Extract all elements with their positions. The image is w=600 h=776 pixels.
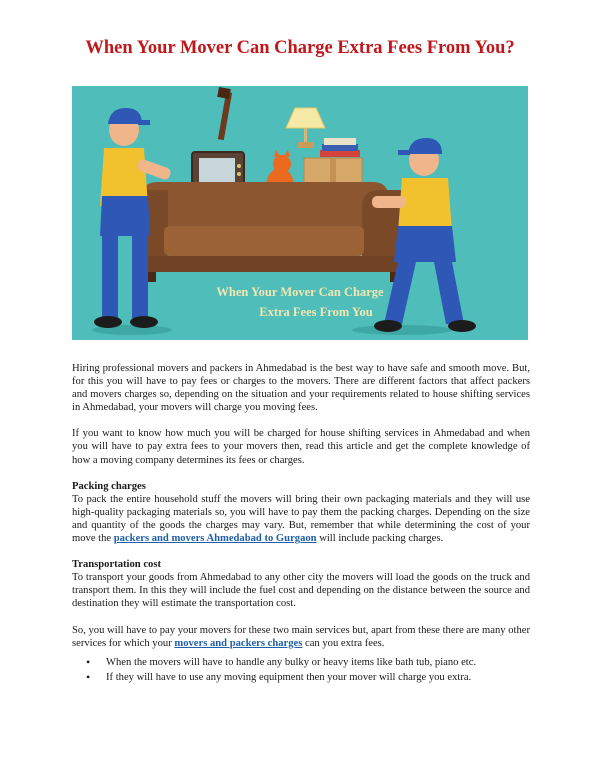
packing-text-before: To pack the entire household stuff the movers will bring their own packaging materials and they will use high-quality packaging materials so, you will have to pay them the packing charges. Depending on the size and quantity of the goods the charges may vary. But, remember that while determining the cost of your move the xyxy=(72,493,530,545)
hero-caption-line2: Extra Fees From You xyxy=(259,305,373,319)
packers-movers-gurgaon-link[interactable]: packers and movers Ahmedabad to Gurgaon xyxy=(113,533,317,545)
list-item: • If they will have to use any moving equipment then your mover will charge you extra. xyxy=(72,671,530,684)
extra-text-before: So, you will have to pay your movers for these two main services but, apart from these there are many other services for which your xyxy=(72,624,530,649)
article-body xyxy=(72,362,530,686)
sofa-icon xyxy=(134,182,412,282)
page-title: When Your Mover Can Charge Extra Fees From You? xyxy=(85,38,515,58)
packing-charges-heading: Packing charges xyxy=(72,480,146,492)
transportation-cost-heading: Transportation cost xyxy=(72,559,161,571)
extra-fees-paragraph xyxy=(72,624,530,650)
packing-charges-paragraph xyxy=(72,493,530,545)
extra-text-after: can you extra fees. xyxy=(302,637,385,649)
second-paragraph: If you want to know how much you will be charged for house shifting services in Ahmedabad and when you will have to pay extra fees to your movers then, read this article and get the complete knowledge of how a moving company determines its fees or charges. xyxy=(72,428,530,466)
books-icon xyxy=(320,138,360,157)
hero-caption-line1: When Your Mover Can Charge xyxy=(216,285,384,299)
movers-carrying-sofa-illustration xyxy=(72,86,528,340)
hero-illustration xyxy=(72,86,528,340)
intro-paragraph: Hiring professional movers and packers in Ahmedabad is the best way to have safe and smooth move. But, for this you will have to pay fees or charges to the movers. There are different factors that affect packers and movers charges so, depending on the situation and your requirements related to house shifting services in Ahmedabad, your movers will charge you moving fees. xyxy=(72,363,530,414)
packing-text-after: will include packing charges. xyxy=(316,533,444,545)
extra-fees-list xyxy=(72,656,530,684)
list-item: • When the movers will have to handle any bulky or heavy items like bath tub, piano etc. xyxy=(72,656,530,669)
transportation-cost-paragraph: To transport your goods from Ahmedabad to any other city the movers will load the goods on the truck and transport them. In this they will include the fuel cost and depending on the distance between the source and destination they will estimate the transportation cost. xyxy=(72,572,530,610)
movers-packers-charges-link[interactable]: movers and packers charges xyxy=(174,637,303,649)
